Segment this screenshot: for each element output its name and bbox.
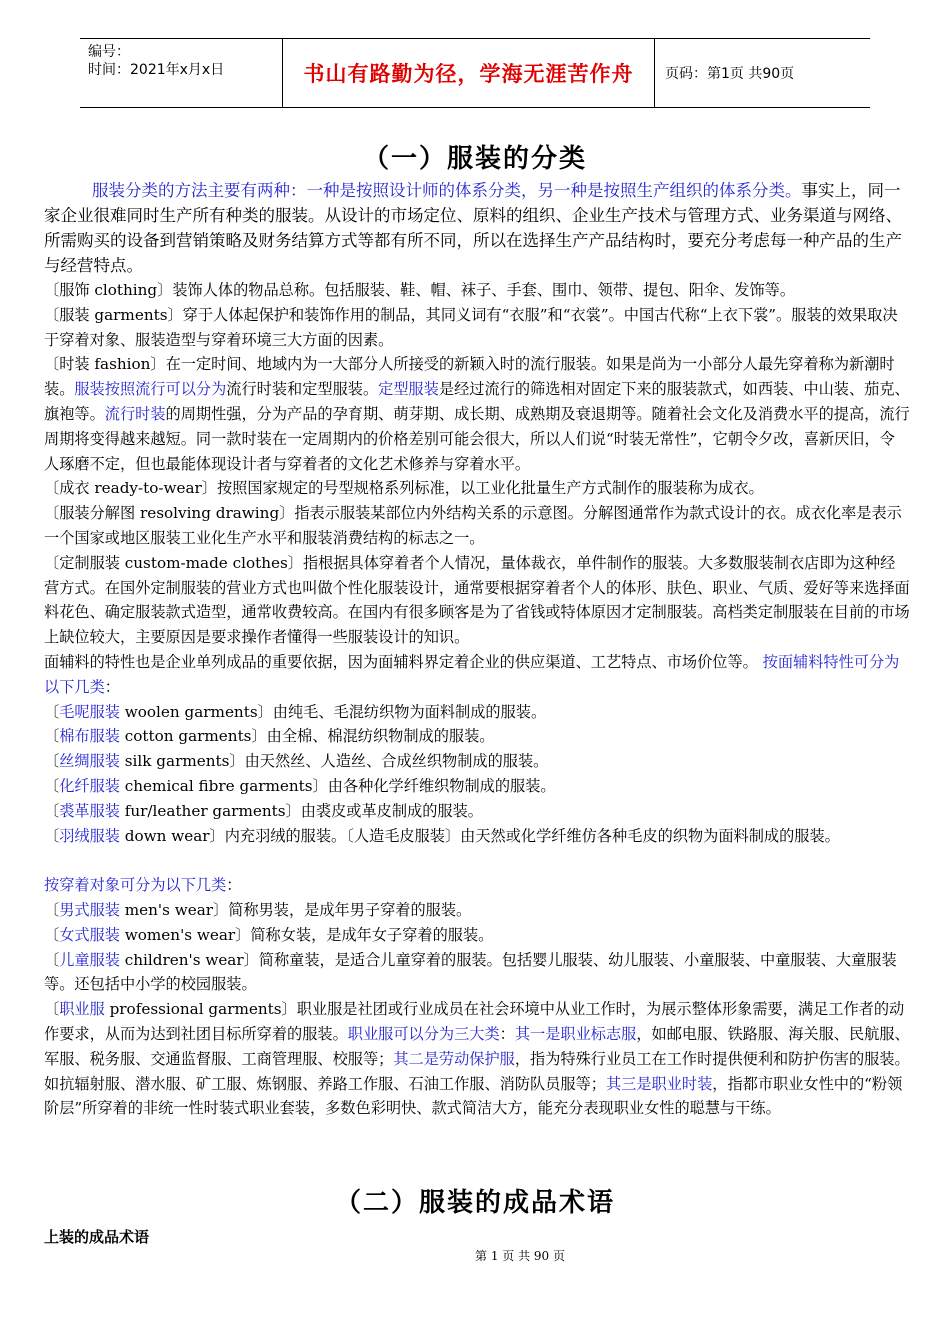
wearer-highlight: 按穿着对象可分为以下几类 [44, 876, 227, 895]
fashion-text-1: 〔时装 fashion〕在一定时间、地域内为一大部分人所接受的新颖入时的流行服装。如果是尚为一小部分人最先穿着称为新潮时装。 [44, 355, 895, 399]
women-label: 女式服装 [59, 925, 120, 944]
men-label: 男式服装 [59, 900, 120, 919]
term-men: 〔男式服装 men's wear〕简称男装，是成年男子穿着的服装。 [44, 900, 472, 919]
prof-highlight-2: 其一是职业标志服 [514, 1024, 637, 1043]
term-resolving-drawing: 〔服装分解图 resolving drawing〕指表示服装某部位内外结构关系的示意图。分解图通常作为款式设计的衣。成衣化率是表示一个国家或地区服装工业化生产水平和服装消费结构的标志之一。 [44, 504, 902, 547]
material-paragraph [44, 650, 910, 700]
fur-label: 裘革服装 [59, 801, 120, 820]
page-footer: 第 1 页 共 90 页 [475, 1249, 565, 1263]
woolen-label: 毛呢服装 [59, 702, 120, 721]
fashion-highlight-3: 流行时装 [104, 404, 166, 423]
women-text: women's wear〕简称女装，是成年女子穿着的服装。 [119, 925, 494, 944]
fashion-text-4: 的周期性强，分为产品的孕育期、萌芽期、成长期、成熟期及衰退期等。随着社会文化及消费水平的提高，流行周期将变得越来越短。同一款时装在一定周期内的价格差别可能会很大，所以人们说“时装无常性”，它朝令夕改，喜新厌旧，令人琢磨不定，但也最能体现设计者与穿着者的文化艺术修养与穿着水平。 [44, 404, 910, 473]
section-title-terms: （二）服装的成品术语 [334, 1188, 615, 1218]
term-professional: 〔职业服 professional garments〕职业服是社团或行业成员在社会环境中从业工作时，为展示整体形象需要，满足工作者的动作要求，从而为达到社团目标所穿着的服装。职业服可以分为三大类：其一是职业标志服，如邮电服、铁路服、海关服、民航服、军服、税务服、交通监督服、工商管理服、校服等；其二是劳动保护服，指为特殊行业员工在工作时提供便利和防护伤害的服装。如抗辐射服、潜水服、矿工服、炼钢服、养路工作服、石油工作服、消防队员服等；其三是职业时装，指都市职业女性中的“粉领阶层”所穿着的非统一性时装式职业套装，多数色彩明快、款式简洁大方，能充分表现职业女性的聪慧与干练。 [44, 1000, 910, 1118]
header-info-cell [80, 39, 282, 107]
time-label: 时间：2021年x月x日 [88, 62, 225, 78]
down-text: down wear〕内充羽绒的服装。〔人造毛皮服装〕由天然或化学纤维仿各种毛皮的织物为面料制成的服装。 [119, 826, 840, 845]
prof-text-3: ，如邮电服、铁路服、海关服、民航服、军服、税务服、交通监督服、工商管理服、校服等； [44, 1024, 910, 1068]
fashion-text-3: 是经过流行的筛选相对固定下来的服装款式，如西装、中山装、茄克、旗袍等。 [44, 380, 910, 423]
intro-text: 事实上，同一家企业很难同时生产所有种类的服装。从设计的市场定位、原料的组织、企业生产技术与管理方式、业务渠道与网络、所需购买的设备到营销策略及财务结算方式等都有所不同，所以在选择生产产品结构时，要充分考虑每一种产品的生产与经营特点。 [44, 181, 902, 275]
fashion-highlight-2: 定型服装 [378, 380, 439, 399]
silk-label: 丝绸服装 [59, 752, 120, 771]
term-down: 〔羽绒服装 down wear〕内充羽绒的服装。〔人造毛皮服装〕由天然或化学纤维仿各种毛皮的织物为面料制成的服装。 [44, 826, 840, 845]
term-custom-made: 〔定制服装 custom-made clothes〕指根据具体穿着者个人情况，量体裁衣，单件制作的服装。大多数服装制衣店即为这种经营方式。在国外定制服装的营业方式也叫做个性化服装设计，通常要根据穿着者个人的体形、肤色、职业、气质、爱好等来选择面料花色、确定服装款式造型，通常收费较高。在国内有很多顾客是为了省钱或特体原因才定制服装。高档类定制服装在目前的市场上缺位较大，主要原因是要求操作者懂得一些服装设计的知识。 [44, 553, 910, 647]
fashion-text-2: 流行时装和定型服装。 [226, 380, 379, 399]
prof-highlight-1: 职业服可以分为三大类 [347, 1024, 500, 1043]
intro-highlight: 服装分类的方法主要有两种：一种是按照设计师的体系分类，另一种是按照生产组织的体系分类。 [92, 181, 802, 200]
page-header [80, 38, 870, 108]
wearer-heading [44, 873, 910, 898]
children-text: children's wear〕简称童装，是适合儿童穿着的服装。包括婴儿服装、幼儿服装、小童服装、中童服装、大童服装等。还包括中小学的校园服装。 [44, 950, 897, 994]
prof-label: 职业服 [59, 1000, 105, 1019]
prof-text-1: professional garments〕职业服是社团或行业成员在社会环境中从业工作时，为展示整体形象需要，满足工作者的动作要求，从而为达到社团目标所穿着的服装。 [44, 1000, 905, 1043]
term-garments: 〔服装 garments〕穿于人体起保护和装饰作用的制品，其同义词有“衣服”和“衣裳”。中国古代称“上衣下裳”。服装的效果取决于穿着对象、服装造型与穿着环境三大方面的因素。 [44, 305, 898, 349]
term-woolen: 〔毛呢服装 woolen garments〕由纯毛、毛混纺织物为面料制成的服装。 [44, 702, 547, 721]
term-chemical: 〔化纤服装 chemical fibre garments〕由各种化学纤维织物制成的服装。 [44, 776, 556, 795]
prof-text-4: ，指为特殊行业员工在工作时提供便利和防护伤害的服装。如抗辐射服、潜水服、矿工服、炼钢服、养路工作服、石油工作服、消防队员服等； [44, 1049, 910, 1093]
term-children: 〔儿童服装 children's wear〕简称童装，是适合儿童穿着的服装。包括婴儿服装、幼儿服装、小童服装、中童服装、大童服装等。还包括中小学的校园服装。 [44, 950, 897, 994]
chemical-text: chemical fibre garments〕由各种化学纤维织物制成的服装。 [119, 776, 556, 795]
prof-text-5: ，指都市职业女性中的“粉领阶层”所穿着的非统一性时装式职业套装，多数色彩明快、款式简洁大方，能充分表现职业女性的聪慧与干练。 [44, 1074, 903, 1118]
fur-text: fur/leather garments〕由裘皮或革皮制成的服装。 [119, 801, 483, 820]
prof-text-2: ： [499, 1024, 515, 1043]
fashion-highlight-1: 服装按照流行可以分为 [74, 380, 227, 399]
down-label: 羽绒服装 [59, 826, 120, 845]
term-cotton: 〔棉布服装 cotton garments〕由全棉、棉混纺织物制成的服装。 [44, 727, 495, 746]
motto: 书山有路勤为径，学海无涯苦作舟 [282, 39, 655, 107]
children-label: 儿童服装 [59, 950, 120, 969]
chemical-label: 化纤服装 [59, 776, 120, 795]
term-clothing: 〔服饰 clothing〕装饰人体的物品总称。包括服装、鞋、帽、袜子、手套、围巾、领带、提包、阳伞、发饰等。 [44, 281, 796, 299]
spacer [44, 848, 910, 873]
term-women: 〔女式服装 women's wear〕简称女装，是成年女子穿着的服装。 [44, 925, 494, 944]
term-ready-to-wear: 〔成衣 ready-to-wear〕按照国家规定的号型规格系列标准，以工业化批量生产方式制作的服装称为成衣。 [44, 479, 764, 498]
men-text: men's wear〕简称男装，是成年男子穿着的服装。 [119, 900, 472, 919]
wearer-colon: ： [226, 876, 242, 895]
material-highlight: 按面辅料特性可分为以下几类 [44, 652, 900, 696]
woolen-text: woolen garments〕由纯毛、毛混纺织物为面料制成的服装。 [119, 702, 547, 721]
page-indicator: 页码：第1页 共90页 [665, 66, 795, 82]
silk-text: silk garments〕由天然丝、人造丝、合成丝织物制成的服装。 [119, 752, 549, 771]
cotton-text: cotton garments〕由全棉、棉混纺织物制成的服装。 [119, 727, 495, 746]
term-fashion [44, 352, 910, 476]
material-text: 面辅料的特性也是企业单列成品的重要依据，因为面辅料界定着企业的供应渠道、工艺特点、市场价位等。 [44, 652, 758, 671]
material-colon: ： [104, 677, 120, 696]
document-body [44, 178, 910, 1121]
cotton-label: 棉布服装 [59, 727, 120, 746]
term-silk: 〔丝绸服装 silk garments〕由天然丝、人造丝、合成丝织物制成的服装。 [44, 752, 549, 771]
term-fur: 〔裘革服装 fur/leather garments〕由裘皮或革皮制成的服装。 [44, 801, 483, 820]
subsection-title: 上装的成品术语 [44, 1228, 150, 1246]
prof-highlight-4: 其三是职业时装 [605, 1074, 713, 1093]
number-label: 编号： [88, 44, 130, 60]
section-title-classification: （一）服装的分类 [362, 144, 587, 174]
prof-highlight-3: 其二是劳动保护服 [393, 1049, 515, 1068]
intro-paragraph [44, 178, 910, 278]
